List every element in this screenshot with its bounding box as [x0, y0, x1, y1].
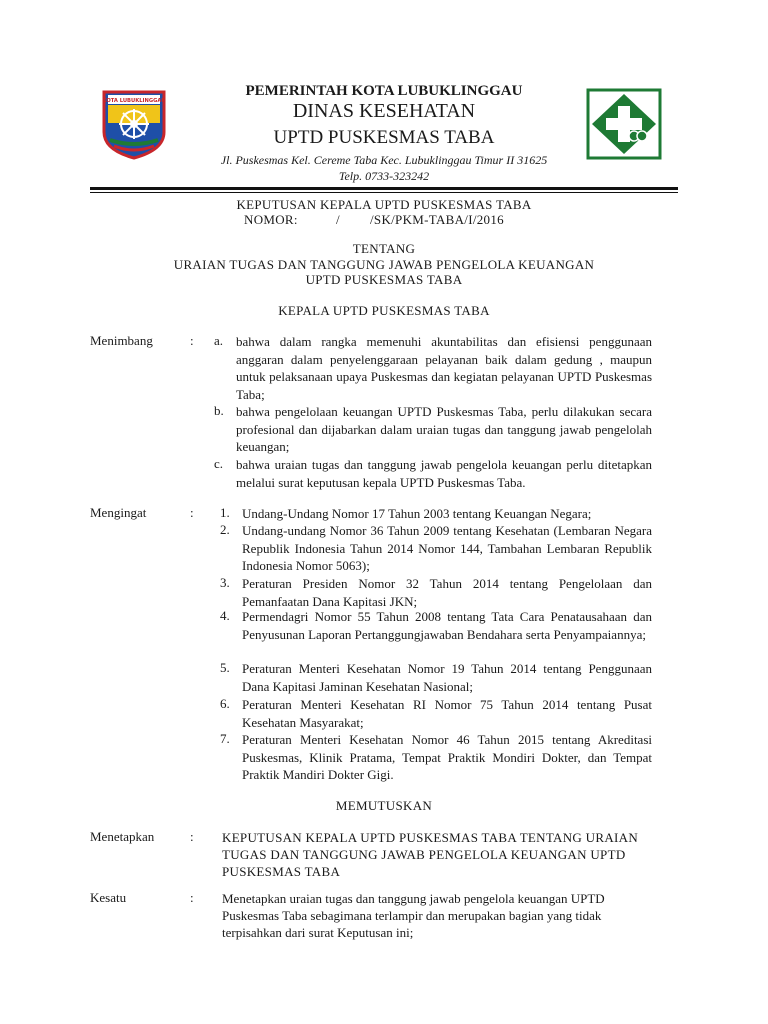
decree-number-separator: / [336, 212, 340, 227]
menimbang-item: bahwa pengelolaan keuangan UPTD Puskesmas Taba, perlu dilakukan secara profesional dan dijabarkan dalam uraian tugas dan tanggung jawab pengelolah keuangan; [236, 404, 652, 455]
mengingat-marker: 5. [220, 660, 230, 675]
header-unit: UPTD PUSKESMAS TABA [273, 127, 495, 148]
memutuskan-heading: MEMUTUSKAN [335, 798, 433, 813]
header-address: Jl. Puskesmas Kel. Cereme Taba Kec. Lubuklinggau Timur II 31625 [220, 153, 548, 167]
letterhead-rule-thick [90, 187, 678, 190]
menetapkan-label: Menetapkan [90, 829, 155, 844]
emblem-banner-text: KOTA LUBUKLINGGAU [102, 98, 166, 104]
decree-title: KEPUTUSAN KEPALA UPTD PUSKESMAS TABA [236, 197, 532, 212]
decree-issuer: KEPALA UPTD PUSKESMAS TABA [278, 303, 490, 318]
menimbang-marker: a. [214, 333, 224, 348]
mengingat-marker: 2. [220, 522, 230, 537]
menimbang-item: bahwa uraian tugas dan tanggung jawab pengelola keuangan perlu ditetapkan melalui surat keputusan kepala UPTD Puskesmas Taba. [236, 457, 652, 490]
mengingat-marker: 7. [220, 731, 230, 746]
menimbang-marker: c. [214, 456, 224, 471]
mengingat-item: Peraturan Menteri Kesehatan Nomor 19 Tahun 2014 tentang Penggunaan Dana Kapitasi Jaminan Kesehatan Nasional; [242, 661, 652, 694]
menimbang-label: Menimbang [90, 333, 153, 348]
kesatu-text: Menetapkan uraian tugas dan tanggung jawab pengelola keuangan UPTD Puskesmas Taba sebagimana terlampir dan merupakan bagian yang tidak terpisahkan dari surat Keputusan ini; [222, 891, 605, 940]
mengingat-marker: 4. [220, 608, 230, 623]
decree-subject-line1: URAIAN TUGAS DAN TANGGUNG JAWAB PENGELOLA KEUANGAN [173, 257, 595, 272]
decree-number-label: NOMOR: [244, 212, 298, 227]
header-phone: Telp. 0733-323242 [338, 169, 430, 183]
menimbang-marker: b. [214, 403, 224, 418]
mengingat-marker: 1. [220, 505, 230, 520]
mengingat-item: Undang-Undang Nomor 17 Tahun 2003 tentang Keuangan Negara; [242, 506, 592, 521]
menimbang-item: bahwa dalam rangka memenuhi akuntabilitas dan efisiensi penggunaan anggaran dalam penyelenggaraan pelayanan baik dalam gedung , maupun untuk pelaksanaan upaya Puskesmas dan kegiatan pelayanan UPTD Puskesmas Taba; [236, 334, 652, 402]
decree-number-value: /SK/PKM-TABA/I/2016 [370, 212, 504, 227]
decree-subject-line2: UPTD PUSKESMAS TABA [305, 272, 463, 287]
mengingat-marker: 6. [220, 696, 230, 711]
mengingat-item: Permendagri Nomor 55 Tahun 2008 tentang Tata Cara Penatausahaan dan Penyusunan Laporan Pertanggungjawaban Bendahara serta Penyampaiannya; [242, 609, 652, 642]
menetapkan-colon: : [190, 829, 194, 844]
letterhead-rule-thin [90, 192, 678, 193]
mengingat-colon: : [190, 505, 194, 520]
mengingat-item: Peraturan Menteri Kesehatan Nomor 46 Tahun 2015 tentang Akreditasi Puskesmas, Klinik Pratama, Tempat Praktik Mondiri Dokter, dan Tempat Praktik Mandiri Dokter Gigi. [242, 732, 652, 783]
header-government: PEMERINTAH KOTA LUBUKLINGGAU [245, 83, 523, 99]
kesatu-colon: : [190, 890, 194, 905]
mengingat-item: Peraturan Presiden Nomor 32 Tahun 2014 tentang Pengelolaan dan Pemanfaatan Dana Kapitasi JKN; [242, 576, 652, 609]
header-agency: DINAS KESEHATAN [292, 100, 476, 122]
mengingat-label: Mengingat [90, 505, 147, 520]
menimbang-colon: : [190, 333, 194, 348]
puskesmas-logo [586, 88, 662, 160]
decree-about: TENTANG [352, 241, 416, 256]
mengingat-item: Undang-undang Nomor 36 Tahun 2009 tentang Kesehatan (Lembaran Negara Republik Indonesia Tahun 2014 Nomor 144, Tambahan Lembaran Republik Indonesia Nomor 5063); [242, 523, 652, 574]
kesatu-label: Kesatu [90, 890, 127, 905]
mengingat-marker: 3. [220, 575, 230, 590]
mengingat-item: Peraturan Menteri Kesehatan RI Nomor 75 Tahun 2014 tentang Pusat Kesehatan Masyarakat; [242, 697, 652, 730]
menetapkan-text: KEPUTUSAN KEPALA UPTD PUSKESMAS TABA TENTANG URAIAN TUGAS DAN TANGGUNG JAWAB PENGELOLA KEUANGAN UPTD PUSKESMAS TABA [222, 830, 639, 879]
